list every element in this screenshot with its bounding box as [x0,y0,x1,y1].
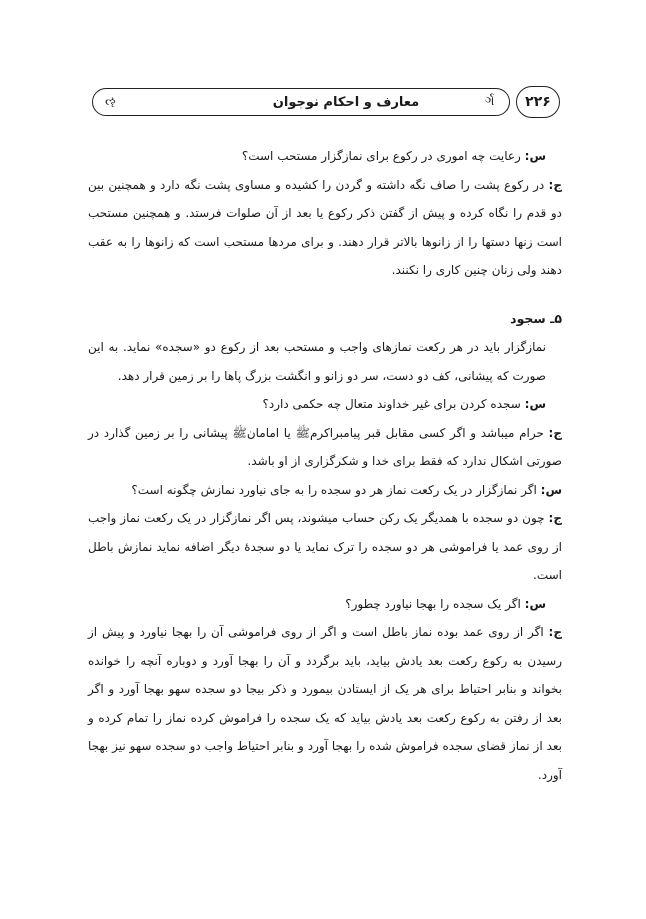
question-text: اگر یک سجده را بهجا نیاورد چطور؟ [345,596,521,611]
ornament-right-icon: ર્ગ [485,94,495,109]
answer-3 [88,504,562,590]
answer-label: ج: [548,425,562,440]
answer-text: حرام میباشد و اگر کسی مقابل قبر پیامبراکرمﷺ یا امامانﷺ پیشانی را بر زمین گذارد در صورتی اشکال ندارد که فقط برای خدا و شکرگزاری از او باشد. [88,425,562,468]
answer-label: ج: [548,511,562,525]
question-label: س: [524,397,546,411]
question-1 [88,142,562,171]
page-body [88,142,562,789]
question-text: اگر نمازگزار در یک رکعت نماز هر دو سجده را به جای نیاورد نمازش چگونه است؟ [131,482,537,497]
question-label: س: [540,482,562,497]
question-2 [88,390,562,419]
answer-text: در رکوع پشت را صاف نگه داشته و گردن را کشیده و مساوی پشت نگه دارد و همچنین بین دو قدم را نگاه کرده و پیش از گفتن ذکر رکوع یا بعد از آن صلوات فرستد. و همچنین مستحب است زنها دستها را از زانوها بالاتر قرار دهند. و برای مردها مستحب است که زانوها را به عقب دهند ولی زنان چنین کاری را نکنند. [88,177,562,277]
question-text: سجده کردن برای غیر خداوند متعال چه حکمی دارد؟ [262,397,521,411]
answer-2 [88,419,562,476]
page-number: ۲۲۶ [516,86,560,118]
ornament-left-icon: ૡ [105,94,116,109]
question-label: س: [524,596,546,611]
answer-4 [88,618,562,789]
answer-label: ج: [548,177,562,192]
question-4 [88,590,562,619]
answer-text: چون دو سجده با همدیگر یک رکن حساب میشوند، پس اگر نمازگزار در یک رکعت نماز واجب از روی عمد یا فراموشی هر دو سجده را ترک نماید یا دو سجدهٔ دیگر اضافه نماید نمازش باطل است. [88,511,562,582]
book-title: معارف و احکام نوجوان [272,95,420,110]
section-intro: نمازگزار باید در هر رکعت نمازهای واجب و مستحب بعد از رکوع دو «سجده» نماید. به این صورت که پیشانی، کف دو دست، سر دو زانو و انگشت بزرگ پاها را بر زمین قرار دهد. [88,340,546,383]
question-3 [88,476,562,505]
header-title-frame [92,88,510,116]
question-text: رعایت چه اموری در رکوع برای نمازگزار مستحب است؟ [241,149,521,163]
answer-1 [88,171,562,285]
question-label: س: [524,149,546,163]
page-header [92,86,562,120]
answer-text: اگر از روی عمد بوده نماز باطل است و اگر از روی فراموشی آن را بهجا نیاورد و پیش از رسیدن به رکوع رکعت بعد یادش بیاید، باید برگردد و آن را بهجا آورد و دوباره آنچه را خوانده بخواند و بنابر احتیاط برای هر یک از ایستادن بیمورد و ذکر بیجا دو سجده سهو بهجا آورد و اگر بعد از رفتن به رکوع رکعت بعد یادش بیاید که یک سجده را فراموش کرده نماز را تمام کرده و بعد از نماز قضای سجده فراموش شده را بهجا آورد و بنابر احتیاط واجب دو سجده سهو نیز بهجا آورد. [88,625,562,782]
answer-label: ج: [548,625,562,639]
section-heading: ۵ـ سجود [510,310,562,326]
